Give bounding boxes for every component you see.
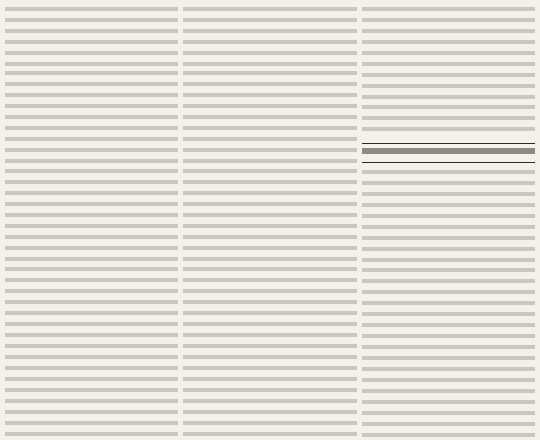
- article-subheading: [362, 143, 535, 163]
- column-right: [362, 4, 535, 437]
- paragraph: [5, 166, 178, 262]
- paragraph: [183, 68, 356, 164]
- paragraph: [5, 264, 178, 437]
- paragraph: [5, 4, 178, 66]
- column-middle: [183, 4, 356, 437]
- column-left: [5, 4, 178, 437]
- paragraph: [362, 167, 535, 263]
- paragraph: [362, 265, 535, 437]
- paragraph: [5, 68, 178, 164]
- paragraph: [183, 4, 356, 66]
- paragraph: [362, 102, 535, 138]
- paragraph: [183, 166, 356, 262]
- paragraph: [362, 4, 535, 100]
- paragraph: [183, 264, 356, 437]
